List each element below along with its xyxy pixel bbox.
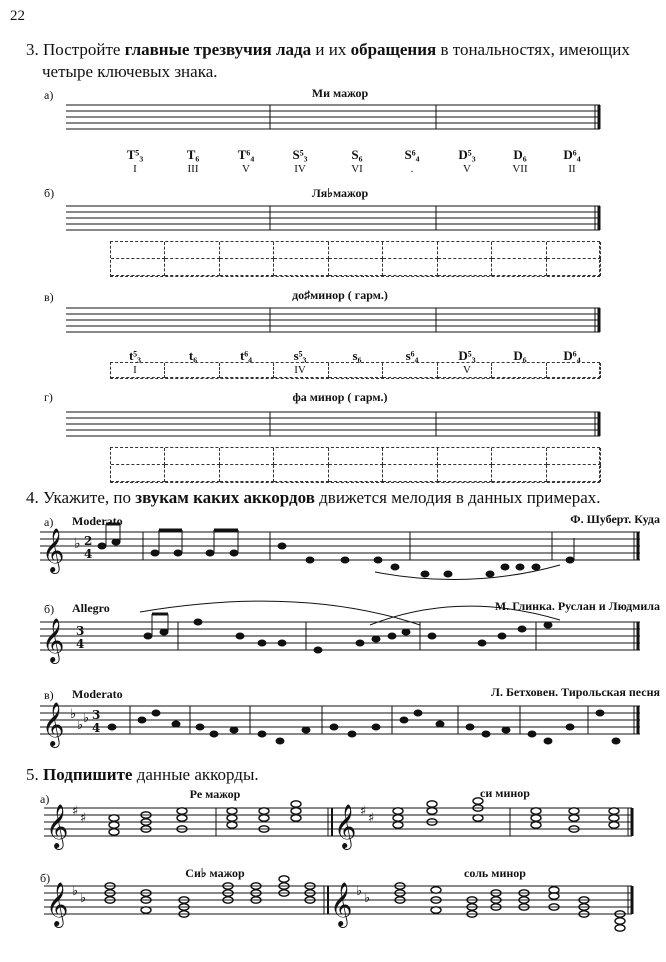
- chord-degree-label: I: [133, 163, 137, 175]
- task4-bold-1: звукам каких аккордов: [135, 488, 315, 507]
- task4b-label: б): [44, 602, 55, 616]
- task4c-label: в): [44, 688, 54, 702]
- treble-clef-icon: 𝄞: [46, 804, 69, 848]
- chord-function-label: D₆: [513, 348, 527, 363]
- task3-text-2: и их: [311, 40, 351, 59]
- chord-function-label: D⁵₃: [458, 147, 476, 162]
- svg-text:3: 3: [76, 624, 85, 638]
- flat-icon: ♭: [356, 884, 363, 899]
- flat-icon: ♭: [80, 891, 87, 906]
- chord: [531, 808, 541, 828]
- flat-icon: ♭: [74, 536, 81, 552]
- chord-function-label: s⁵₃: [293, 348, 307, 363]
- task4-text-1: Укажите, по: [43, 488, 136, 507]
- chord-degree-label: IV: [294, 163, 306, 175]
- flat-icon: ♭: [72, 884, 79, 899]
- svg-text:4: 4: [76, 637, 85, 651]
- task3-bold-1: главные трезвучия лада: [124, 40, 312, 59]
- task5b-key1: Си♭ мажор: [185, 866, 245, 880]
- chord: [291, 801, 301, 821]
- task3d-key: фа минор ( гарм.): [292, 390, 388, 404]
- chord-function-label: D₆: [513, 147, 527, 162]
- flat-icon: ♭: [77, 718, 84, 733]
- chord-function-label: T⁶₄: [237, 147, 255, 162]
- task3a-label: а): [44, 88, 54, 102]
- task4a-label: а): [44, 515, 54, 529]
- chord-function-label: S⁶₄: [404, 147, 420, 162]
- task5a-key1: Ре мажор: [189, 787, 241, 801]
- chord-degree-label: VII: [512, 163, 528, 175]
- svg-text:2: 2: [84, 534, 93, 548]
- task5a-key2: си минор: [480, 786, 530, 800]
- task3c-label: в): [44, 290, 54, 304]
- chord-degree-label: V: [242, 163, 250, 175]
- chord-function-label: S₆: [351, 147, 363, 162]
- chord-degree-label: VI: [351, 163, 363, 175]
- chord-degree-label: I: [133, 364, 137, 376]
- chord: [109, 815, 119, 835]
- flat-icon: ♭: [70, 707, 77, 722]
- chord-degree-label: IV: [294, 364, 306, 376]
- chord-degree-label: II: [568, 163, 576, 175]
- treble-clef-icon: 𝄞: [42, 618, 65, 662]
- chord-function-label: t₆: [188, 348, 198, 363]
- task3-heading-line2: четыре ключевых знака.: [42, 62, 218, 81]
- chord: [473, 798, 483, 821]
- task3c-key: до♯минор ( гарм.): [292, 288, 388, 302]
- chord-function-label: S⁵₃: [292, 147, 308, 162]
- chord-function-label: D⁵₃: [458, 348, 476, 363]
- task3d-label: г): [44, 390, 53, 404]
- svg-text:4: 4: [92, 721, 101, 735]
- chord-degree-label: III: [187, 163, 199, 175]
- flat-icon: ♭: [83, 711, 90, 726]
- treble-clef-icon: 𝄞: [330, 882, 353, 926]
- task3-text-3: в тональностях, имеющих: [436, 40, 630, 59]
- task4c-source: Л. Бетховен. Тирольская песня: [491, 685, 660, 699]
- chord-function-label: s₆: [352, 348, 362, 363]
- treble-clef-icon: 𝄞: [42, 702, 65, 746]
- task3a-key: Ми мажор: [311, 86, 369, 100]
- chord-function-label: D⁶₄: [563, 147, 581, 162]
- task4c-tempo: Moderato: [72, 687, 123, 701]
- svg-text:3: 3: [92, 708, 101, 722]
- task3-bold-2: обращения: [350, 40, 437, 59]
- chord: [227, 808, 237, 828]
- chord: [609, 808, 619, 828]
- task4b-source: М. Глинка. Руслан и Людмила: [494, 599, 660, 613]
- chord-function-label: t⁵₃: [128, 348, 142, 363]
- chord-function-label: t⁶₄: [239, 348, 253, 363]
- treble-clef-icon: 𝄞: [42, 528, 65, 572]
- chord-degree-label: V: [463, 364, 471, 376]
- task3-number: 3.: [26, 40, 39, 59]
- task4a-source: Ф. Шуберт. Куда: [570, 512, 660, 526]
- task5b-label: б): [40, 871, 51, 885]
- chord-function-label: D⁶₄: [563, 348, 581, 363]
- sharp-icon: ♯: [80, 811, 87, 826]
- flat-icon: ♭: [364, 891, 371, 906]
- task3-text-1: Постройте: [43, 40, 125, 59]
- chord-function-label: T⁵₃: [126, 147, 144, 162]
- page-number: 22: [10, 8, 25, 24]
- task4a-tempo: Moderato: [72, 514, 123, 528]
- chord-function-label: T₆: [186, 147, 200, 162]
- task5a-label: а): [40, 792, 50, 806]
- task5-bold-1: Подпишите: [43, 765, 133, 784]
- sharp-icon: ♯: [360, 804, 367, 819]
- task4-text-2: движется мелодия в данных примерах.: [314, 488, 601, 507]
- task3b-key: Ля♭мажор: [311, 186, 369, 200]
- treble-clef-icon: 𝄞: [334, 804, 357, 848]
- task3b-label: б): [44, 186, 55, 200]
- sharp-icon: ♯: [72, 804, 79, 819]
- task5-text-1: данные аккорды.: [132, 765, 259, 784]
- task5b-key2: соль минор: [464, 866, 526, 880]
- task5-number: 5.: [26, 765, 39, 784]
- chord: [393, 808, 403, 828]
- svg-text:4: 4: [84, 547, 93, 561]
- treble-clef-icon: 𝄞: [46, 882, 69, 926]
- task4-number: 4.: [26, 488, 39, 507]
- chord-function-label: s⁶₄: [405, 348, 419, 363]
- chord-degree-label: .: [410, 163, 414, 175]
- task4b-tempo: Allegro: [72, 601, 110, 615]
- chord-degree-label: V: [463, 163, 471, 175]
- sharp-icon: ♯: [368, 811, 375, 826]
